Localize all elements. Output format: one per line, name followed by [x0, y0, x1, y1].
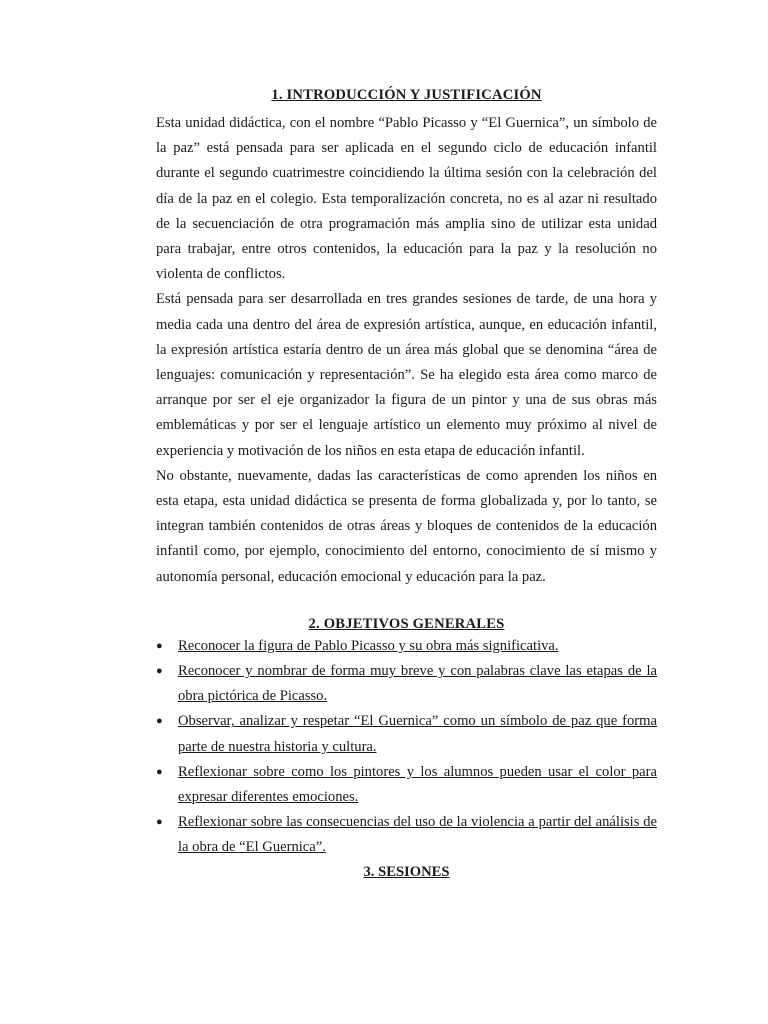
paragraph-intro-2: Está pensada para ser desarrollada en tres grandes sesiones de tarde, de una hora y media cada una dentro del área de expresión artística, aunque, en educación infantil, la expresión artística estaría dentro de un área más global que se denomina “área de lenguajes: comunicación y representación”. Se ha elegido esta área como marco de arranque por ser el eje organizador la figura de un pintor y una de sus obras más emblemáticas y por ser el lenguaje artístico un elemento muy próximo al nivel de experiencia y motivación de los niños en esta etapa de educación infantil. [156, 291, 657, 459]
objective-item [156, 760, 657, 810]
bullet-icon: ● [156, 816, 163, 829]
bullet-icon: ● [156, 715, 163, 728]
objective-text: Reflexionar sobre como los pintores y los alumnos pueden usar el color para expresar diferentes emociones. [178, 763, 657, 806]
section-heading-introduccion: 1. INTRODUCCIÓN Y JUSTIFICACIÓN [271, 87, 542, 103]
objective-text: Reconocer la figura de Pablo Picasso y su obra más significativa. [178, 637, 559, 654]
document-content [156, 85, 657, 883]
objective-item [156, 709, 657, 759]
objective-item [156, 659, 657, 709]
objective-text: Observar, analizar y respetar “El Guernica” como un símbolo de paz que forma parte de nuestra historia y cultura. [178, 713, 657, 755]
objective-text: Reflexionar sobre las consecuencias del uso de la violencia a partir del análisis de la obra de “El Guernica”. [178, 814, 657, 856]
objective-item [156, 634, 657, 659]
objectives-list [156, 634, 657, 861]
bullet-icon: ● [156, 765, 163, 778]
spacer [156, 590, 657, 614]
objective-item [156, 810, 657, 860]
objective-text: Reconocer y nombrar de forma muy breve y con palabras clave las etapas de la obra pictórica de Picasso. [178, 663, 657, 705]
bullet-icon: ● [156, 639, 163, 652]
paragraph-intro-3: No obstante, nuevamente, dadas las características de como aprenden los niños en esta etapa, esta unidad didáctica se presenta de forma globalizada y, por lo tanto, se integran también contenidos de otras áreas y bloques de contenidos de la educación infantil como, por ejemplo, conocimiento del entorno, conocimiento de sí mismo y autonomía personal, educación emocional y educación para la paz. [156, 467, 657, 585]
section-heading-objetivos: 2. OBJETIVOS GENERALES [308, 615, 505, 632]
paragraph-intro-1: Esta unidad didáctica, con el nombre “Pablo Picasso y “El Guernica”, un símbolo de la paz” está pensada para ser aplicada en el segundo ciclo de educación infantil durante el segundo cuatrimestre coincidiendo la última sesión con la celebración del día de la paz en el colegio. Esta temporalización concreta, no es al azar ni resultado de la secuenciación de otra programación más amplia sino de utilizar esta unidad para trabajar, entre otros contenidos, la educación para la paz y la resolución no violenta de conflictos. [156, 115, 657, 283]
bullet-icon: ● [156, 665, 163, 678]
section-heading-sesiones: 3. SESIONES [363, 863, 450, 880]
